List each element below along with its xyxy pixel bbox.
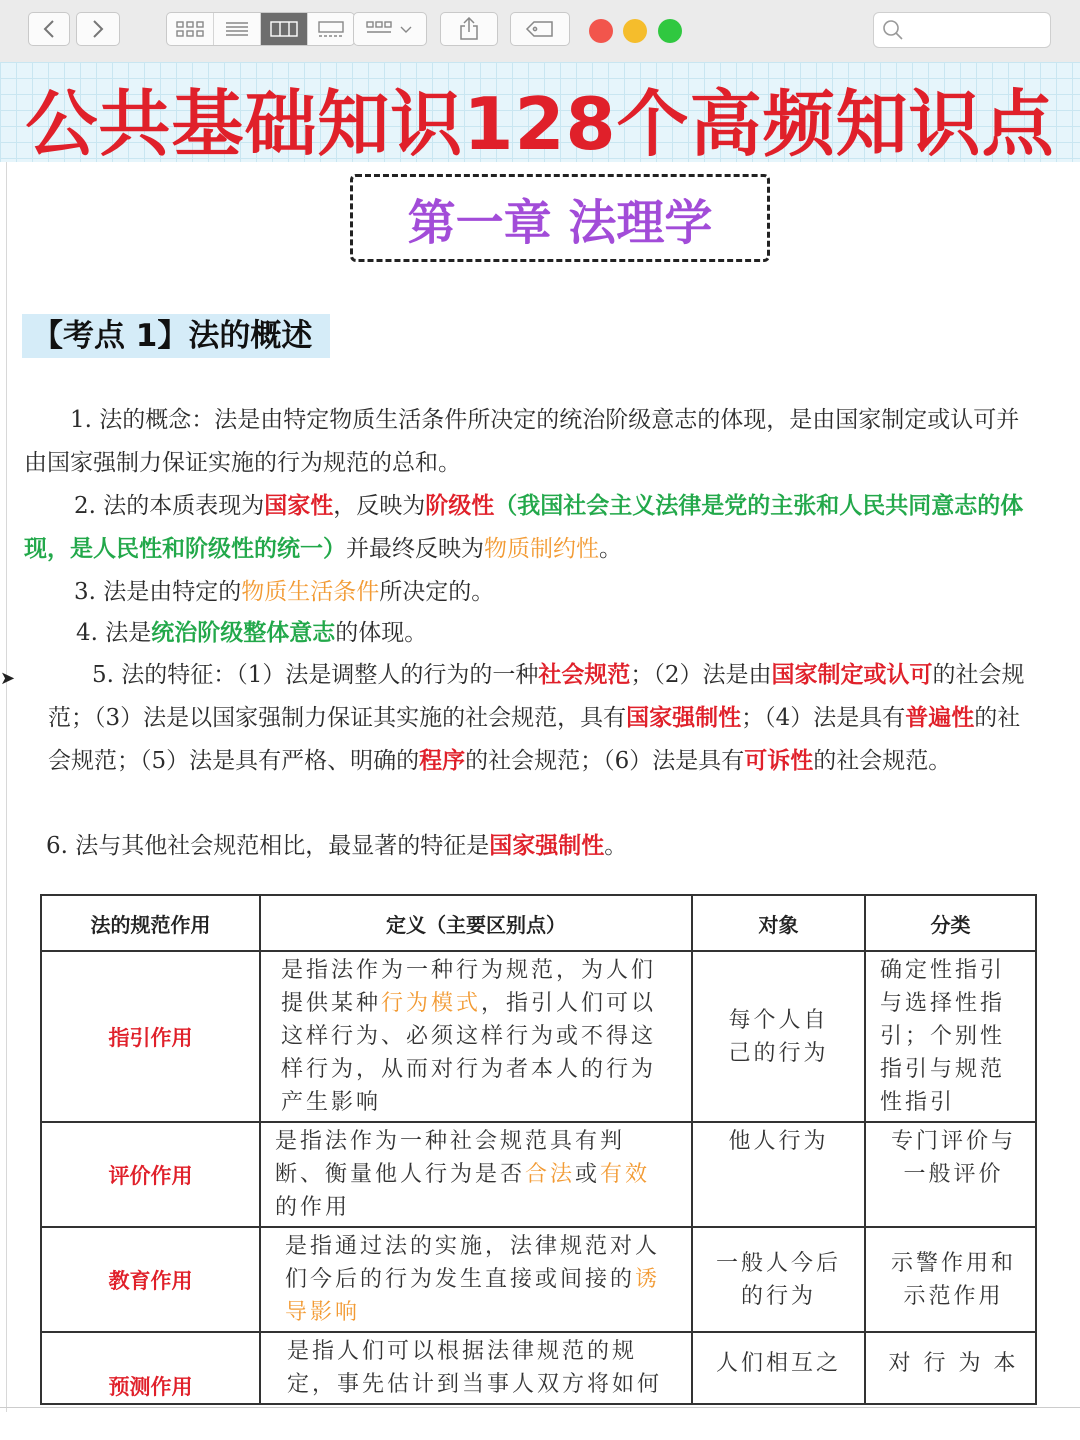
- norm-function-table: [40, 894, 1037, 1405]
- view-switcher[interactable]: [166, 12, 355, 46]
- share-icon: [458, 17, 480, 41]
- paragraph-essence: [24, 485, 1024, 571]
- text-run: 4. 法是: [76, 620, 152, 646]
- paragraph-coercion: [46, 825, 1031, 868]
- paragraph-will: [76, 612, 1026, 655]
- function-object: 他人行为: [692, 1122, 865, 1227]
- minimize-window-dot[interactable]: [623, 19, 647, 43]
- highlighted-text: 合法: [525, 1162, 576, 1187]
- highlighted-text: 有效: [600, 1162, 651, 1187]
- back-button[interactable]: [28, 12, 70, 46]
- paragraph-concept: 1. 法的概念：法是由特定物质生活条件所决定的统治阶级意志的体现，是由国家制定或认可并由国家强制力保证实施的行为规范的总和。: [24, 407, 1020, 476]
- text-run: 是指法作为一种行为规范，为人们提供某种: [281, 958, 657, 1016]
- table-row: [41, 1227, 1036, 1332]
- paragraph-features: [48, 654, 1033, 783]
- function-definition: [260, 951, 692, 1122]
- grid-view-icon[interactable]: [167, 13, 214, 45]
- text-run: 的体现。: [335, 620, 428, 646]
- text-run: 的社会规范。: [813, 748, 952, 774]
- highlighted-text: 物质生活条件: [241, 579, 380, 605]
- highlighted-text: 诱导影响: [285, 1267, 661, 1325]
- gallery-view-icon[interactable]: [308, 13, 354, 45]
- function-category: 确定性指引与选择性指引；个别性指引与规范性指引: [865, 951, 1036, 1122]
- column-view-icon[interactable]: [261, 13, 308, 45]
- function-definition: [260, 1122, 692, 1227]
- text-run: 的作用: [275, 1195, 351, 1220]
- function-category: 专门评价与一般评价: [865, 1122, 1036, 1227]
- function-name: 评价作用: [41, 1122, 260, 1227]
- function-name: 指引作用: [41, 951, 260, 1122]
- chapter-title: 第一章 法理学: [350, 174, 770, 262]
- highlighted-text: 阶级性: [425, 493, 495, 519]
- text-run: ，指引人们可以这样行为、必须这样行为或不得这样行为，从而对行为者本人的行为产生影响: [281, 991, 657, 1115]
- function-definition: [260, 1332, 692, 1404]
- function-category: 对 行 为 本: [865, 1332, 1036, 1404]
- function-object: 每个人自己的行为: [692, 951, 865, 1122]
- highlighted-text: 普遍性: [905, 705, 975, 731]
- text-run: 是指通过法的实施，法律规范对人们今后的行为发生直接或间接的: [285, 1234, 661, 1292]
- text-run: 2. 法的本质表现为: [74, 493, 265, 519]
- page-title: 公共基础知识128个高频知识点: [25, 82, 1055, 166]
- highlighted-text: 统治阶级整体意志: [151, 620, 336, 646]
- function-name: 教育作用: [41, 1227, 260, 1332]
- group-by-button[interactable]: [353, 12, 427, 46]
- highlighted-text: （我国社会主义法律是党的主张和人民共同意志的体现，是人民性和阶级性的统一）: [24, 493, 1024, 562]
- text-run: 所决定的。: [379, 579, 495, 605]
- highlighted-text: 物质制约性: [484, 536, 599, 562]
- zoom-window-dot[interactable]: [658, 19, 682, 43]
- function-definition: [260, 1227, 692, 1332]
- text-run: ；（4）法是具有: [741, 705, 906, 731]
- list-view-icon[interactable]: [214, 13, 261, 45]
- pointer-cursor-icon: ➤: [0, 668, 16, 689]
- search-icon: [882, 19, 904, 41]
- highlighted-text: 国家性: [264, 493, 334, 519]
- text-run: 是指法作为一种社会规范具有判断、衡量他人行为是否: [275, 1129, 626, 1187]
- tag-icon: [525, 19, 555, 39]
- highlighted-text: 国家强制性: [626, 705, 742, 731]
- highlighted-text: 社会规范: [538, 662, 631, 688]
- header-function: 法的规范作用: [41, 895, 260, 951]
- page-bottom-edge: [0, 1407, 1080, 1408]
- table-header-row: [41, 895, 1036, 951]
- chevron-left-icon: [42, 19, 56, 39]
- text-run: 。: [599, 536, 622, 562]
- function-object: 一般人今后的行为: [692, 1227, 865, 1332]
- text-run: 。: [604, 833, 628, 859]
- search-input[interactable]: [873, 12, 1051, 48]
- function-object: 人们相互之: [692, 1332, 865, 1404]
- page-edge: [6, 162, 7, 1412]
- highlighted-text: 国家制定或认可: [771, 662, 933, 688]
- window-toolbar: [0, 0, 1080, 63]
- section-heading: 【考点 1】法的概述: [22, 314, 330, 358]
- function-category: 示警作用和示范作用: [865, 1227, 1036, 1332]
- paragraph-material: [74, 571, 1024, 614]
- text-run: ，反映为: [333, 493, 426, 519]
- text-run: 并最终反映为: [346, 536, 484, 562]
- text-run: 的社会规范；（6）法是具有: [465, 748, 745, 774]
- header-category: 分类: [865, 895, 1036, 951]
- close-window-dot[interactable]: [589, 19, 613, 43]
- highlighted-text: 可诉性: [744, 748, 814, 774]
- table-row: [41, 951, 1036, 1122]
- highlighted-text: 程序: [419, 748, 466, 774]
- table-row: [41, 1332, 1036, 1404]
- highlighted-text: 国家强制性: [489, 833, 605, 859]
- share-button[interactable]: [440, 12, 498, 46]
- text-run: 3. 法是由特定的: [74, 579, 242, 605]
- group-by-icon: [365, 19, 415, 39]
- tag-button[interactable]: [510, 12, 570, 46]
- text-run: 的社会规范；（5）法是具有严格、明确的: [48, 705, 1021, 774]
- text-run: 或: [575, 1162, 601, 1187]
- chevron-right-icon: [91, 19, 105, 39]
- highlighted-text: 行为模式: [381, 991, 482, 1016]
- header-object: 对象: [692, 895, 865, 951]
- table-row: [41, 1122, 1036, 1227]
- text-run: 5. 法的特征：（1）法是调整人的行为的一种: [92, 662, 539, 688]
- text-run: 的社会规范；（3）法是以国家强制力保证其实施的社会规范，具有: [48, 662, 1025, 731]
- function-name: 预测作用: [41, 1332, 260, 1404]
- text-run: 6. 法与其他社会规范相比，最显著的特征是: [46, 833, 490, 859]
- text-run: ；（2）法是由: [630, 662, 772, 688]
- text-run: 是指人们可以根据法律规范的规定，事先估计到当事人双方将如何: [287, 1339, 663, 1397]
- header-definition: 定义（主要区别点）: [260, 895, 692, 951]
- forward-button[interactable]: [76, 12, 120, 46]
